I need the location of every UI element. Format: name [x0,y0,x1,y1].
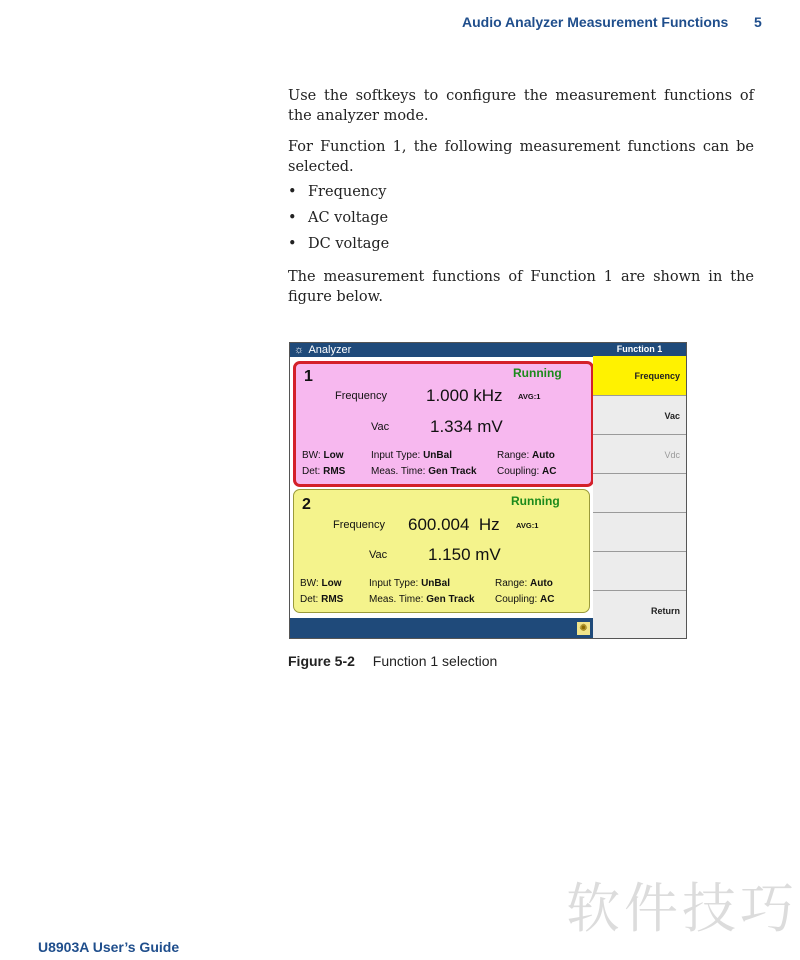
meas-time-setting: Meas. Time: Gen Track [371,466,477,477]
watermark: 软件技巧 [566,877,798,940]
panel-number: 2 [302,496,311,513]
function-2-panel[interactable] [293,489,590,613]
list-item: • AC voltage [288,210,389,226]
figure-title: Function 1 selection [372,653,498,669]
softkey-vdc[interactable]: Vdc [593,434,686,473]
softkey-blank-5[interactable] [593,512,686,551]
figure-caption [288,653,497,669]
voltage-label: Vac [371,421,390,433]
paragraph-intro: Use the softkeys to configure the measurement functions of the analyzer mode. [288,88,754,124]
coupling-setting: Coupling: AC [495,594,555,605]
input-type-setting: Input Type: UnBal [371,450,452,461]
frequency-value: 1.000 kHz [426,386,503,405]
paragraph-function1: For Function 1, the following measurement functions can be selected. [288,139,754,175]
det-setting: Det: RMS [300,594,344,605]
running-status: Running [513,366,562,380]
softkey-header: Function 1 [593,343,686,356]
analyzer-screen [289,342,687,639]
voltage-value: 1.334 mV [430,417,503,436]
frequency-label: Frequency [333,519,385,531]
bullet-icon: • [288,210,297,226]
coupling-setting: Coupling: AC [497,466,557,477]
bullet-icon: • [288,184,297,200]
list-item: • Frequency [288,184,387,200]
bw-setting: BW: Low [302,450,344,461]
softkey-vac[interactable]: Vac [593,395,686,434]
softkey-panel [593,343,686,638]
softkey-frequency[interactable]: Frequency [593,356,686,395]
figure-number: Figure 5-2 [288,653,355,669]
frequency-value: 600.004 Hz [408,515,500,534]
range-setting: Range: Auto [495,578,553,589]
footer-guide-title: U8903A User’s Guide [38,939,180,955]
bullet-icon: • [288,236,297,252]
list-item: • DC voltage [288,236,390,252]
voltage-value: 1.150 mV [428,545,501,564]
panel-number: 1 [304,368,313,385]
bw-setting: BW: Low [300,578,342,589]
running-header-title: Audio Analyzer Measurement Functions [462,14,729,30]
chapter-number: 5 [754,14,762,30]
analyzer-status-bar [290,618,593,638]
function-list [288,183,389,261]
softkey-blank-6[interactable] [593,551,686,590]
gear-icon: ☼ [293,344,305,356]
softkey-blank-4[interactable] [593,473,686,512]
voltage-label: Vac [369,549,388,561]
range-setting: Range: Auto [497,450,555,461]
analyzer-title: Analyzer [308,344,352,356]
frequency-label: Frequency [335,390,387,402]
det-setting: Det: RMS [302,466,346,477]
avg-count: AVG:1 [516,521,539,530]
function-1-panel[interactable] [293,361,594,487]
input-type-setting: Input Type: UnBal [369,578,450,589]
avg-count: AVG:1 [518,392,541,401]
running-status: Running [511,494,560,508]
softkey-return[interactable]: Return [593,590,686,631]
analyzer-title-bar [290,343,593,357]
paragraph-figure-ref: The measurement functions of Function 1 are shown in the figure below. [288,269,754,305]
meas-time-setting: Meas. Time: Gen Track [369,594,475,605]
sun-icon: ✺ [577,622,590,635]
